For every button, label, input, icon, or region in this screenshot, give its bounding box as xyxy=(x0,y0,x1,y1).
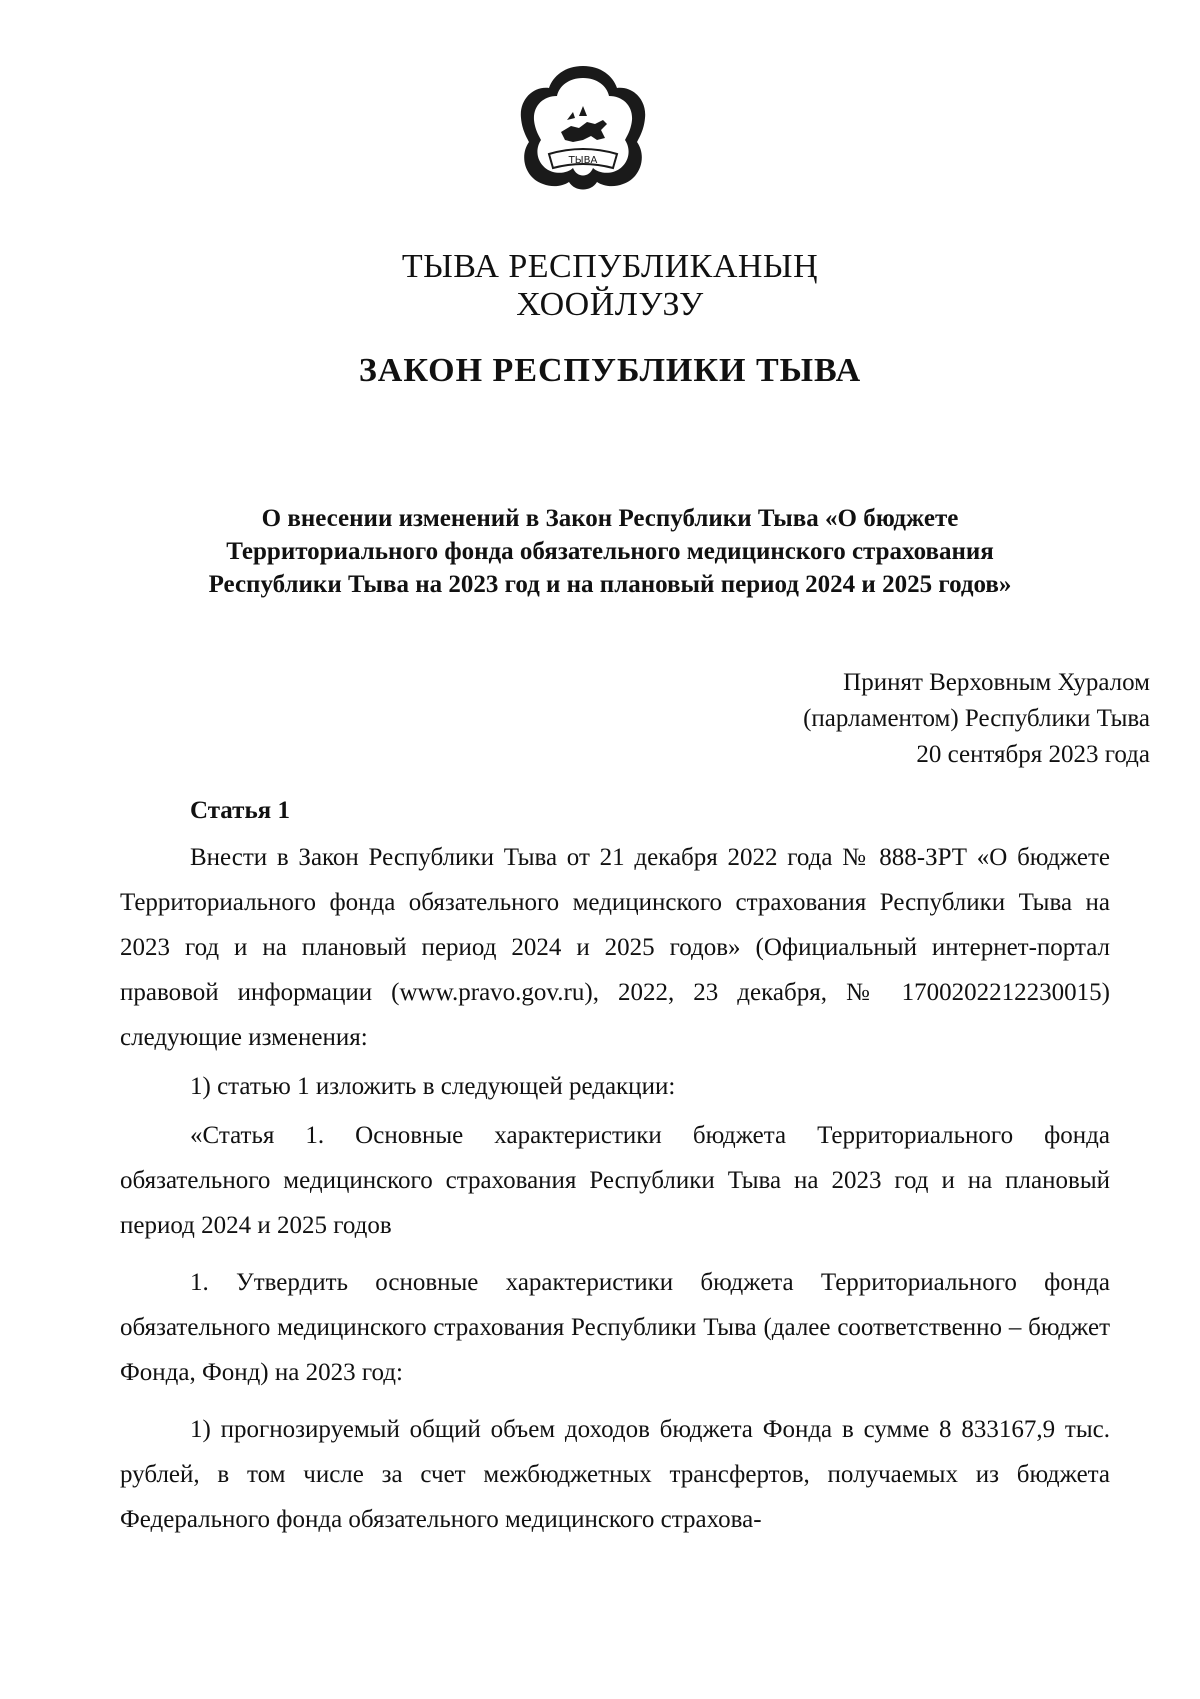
adoption-date: 20 сентября 2023 года xyxy=(916,741,1150,768)
emblem-ribbon-text: ТЫВА xyxy=(568,155,598,166)
law-subject-line3: Республики Тыва на 2023 год и на плановый период 2024 и 2025 годов» xyxy=(208,571,1012,598)
adoption-note xyxy=(803,665,1150,773)
adoption-note-line2: (парламентом) Республики Тыва xyxy=(803,705,1150,732)
article-body xyxy=(120,835,1110,1542)
tuva-coat-of-arms-icon xyxy=(513,60,653,200)
article-paragraph: 1) прогнозируемый общий объем доходов бюджета Фонда в сумме 8 833167,9 тыс. рублей, в том числе за счет межбюджетных трансфертов, получаемых из бюджета Федерального фонда обязательного медицинского страхова- xyxy=(120,1416,1110,1533)
article-paragraph: 1) статью 1 изложить в следующей редакции: xyxy=(190,1073,676,1100)
adoption-note-line1: Принят Верховным Хуралом xyxy=(843,669,1150,696)
article-paragraph: 1. Утвердить основные характеристики бюджета Территориального фонда обязательного медицинского страхования Республики Тыва (далее соответственно – бюджет Фонда, Фонд) на 2023 год: xyxy=(120,1269,1110,1386)
law-subject-line2: Территориального фонда обязательного медицинского страхования xyxy=(226,538,994,565)
tuvan-header-line1: ТЫВА РЕСПУБЛИКАНЫҢ xyxy=(401,248,819,285)
law-subject-line1: О внесении изменений в Закон Республики Тыва «О бюджете xyxy=(261,505,959,532)
law-subject xyxy=(0,502,1200,601)
article-paragraph: Внести в Закон Республики Тыва от 21 декабря 2022 года № 888-ЗРТ «О бюджете Территориального фонда обязательного медицинского страхования Республики Тыва на 2023 год и на плановый период 2024 и 2025 годов» (Официальный интернет-портал правовой информации (www.pravo.gov.ru), 2022, 23 декабря, № 1700202212230015) следующие изменения: xyxy=(120,844,1110,1051)
article-heading: Статья 1 xyxy=(190,797,290,824)
coat-of-arms xyxy=(513,60,653,200)
tuvan-header-line2: ХООЙЛУЗУ xyxy=(516,286,704,323)
law-title: ЗАКОН РЕСПУБЛИКИ ТЫВА xyxy=(358,352,862,389)
tuvan-header xyxy=(0,248,1200,324)
article-paragraph: «Статья 1. Основные характеристики бюджета Территориального фонда обязательного медицинского страхования Республики Тыва на 2023 год и на плановый период 2024 и 2025 годов xyxy=(120,1122,1110,1239)
